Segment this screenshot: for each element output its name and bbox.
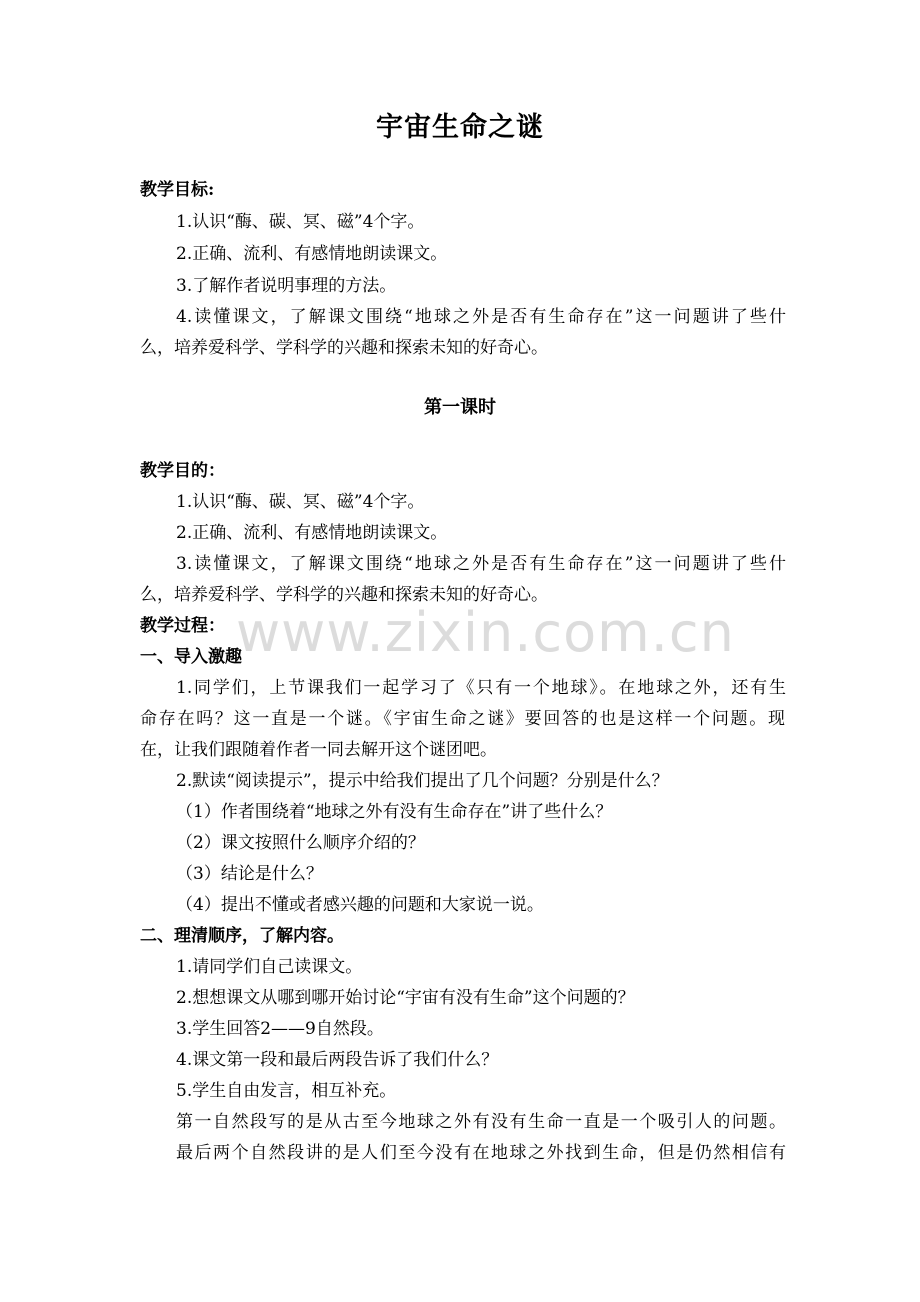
watermark: www.zixin.com.cn xyxy=(236,601,735,664)
section-2-item: 1.请同学们自己读课文。 xyxy=(176,957,363,977)
section-2-item: 4.课文第一段和最后两段告诉了我们什么？ xyxy=(176,1050,499,1070)
process-heading: 教学过程： xyxy=(140,616,225,636)
goal-item-4-line2: 么，培养爱科学、学科学的兴趣和探索未知的好奇心。 xyxy=(140,338,548,358)
section-2-paragraph-line1: 第一自然段写的是从古至今地球之外有没有生命一直是一个吸引人的问题。 xyxy=(176,1112,786,1132)
purpose-item: 2.正确、流利、有感情地朗读课文。 xyxy=(176,523,448,543)
goal-item: 1.认识“酶、碳、冥、磁”4个字。 xyxy=(176,212,425,232)
goal-item: 3.了解作者说明事理的方法。 xyxy=(176,276,397,296)
question-item: （3）结论是什么？ xyxy=(176,864,323,884)
section-1-p1-line3: 在，让我们跟随着作者一同去解开这个谜团吧。 xyxy=(140,740,497,760)
purpose-heading: 教学目的： xyxy=(140,461,225,481)
section-2-item: 5.学生自由发言，相互补充。 xyxy=(176,1081,397,1101)
purpose-item-3-line1: 3.读懂课文，了解课文围绕“地球之外是否有生命存在”这一问题讲了些什 xyxy=(176,554,786,574)
section-1-p1-line2: 命存在吗？这一直是一个谜。《宇宙生命之谜》要回答的也是这样一个问题。现 xyxy=(140,709,785,729)
section-1-p2: 2.默读“阅读提示”，提示中给我们提出了几个问题？分别是什么？ xyxy=(176,771,669,791)
section-2-heading: 二、理清顺序，了解内容。 xyxy=(140,926,344,946)
goals-heading: 教学目标: xyxy=(140,180,215,200)
purpose-item-3-line2: 么，培养爱科学、学科学的兴趣和探索未知的好奇心。 xyxy=(140,585,548,605)
document-title: 宇宙生命之谜 xyxy=(376,112,544,143)
goal-item: 2.正确、流利、有感情地朗读课文。 xyxy=(176,244,448,264)
lesson-heading: 第一课时 xyxy=(424,397,496,418)
section-2-paragraph-line2: 最后两个自然段讲的是人们至今没有在地球之外找到生命，但是仍然相信有 xyxy=(176,1143,786,1163)
purpose-item: 1.认识“酶、碳、冥、磁”4个字。 xyxy=(176,492,425,512)
section-1-p1-line1: 1.同学们，上节课我们一起学习了《只有一个地球》。在地球之外，还有生 xyxy=(176,678,786,698)
question-item: （1）作者围绕着“地球之外有没有生命存在”讲了些什么？ xyxy=(176,802,613,822)
section-2-item: 3.学生回答2——9自然段。 xyxy=(176,1019,384,1039)
question-item: （4）提出不懂或者感兴趣的问题和大家说一说。 xyxy=(176,895,544,915)
question-item: （2）课文按照什么顺序介绍的？ xyxy=(176,833,425,853)
section-2-item: 2.想想课文从哪到哪开始讨论“宇宙有没有生命”这个问题的？ xyxy=(176,988,635,1008)
goal-item-4-line1: 4.读懂课文，了解课文围绕“地球之外是否有生命存在”这一问题讲了些什 xyxy=(176,307,786,327)
section-1-heading: 一、导入激趣 xyxy=(140,647,242,667)
